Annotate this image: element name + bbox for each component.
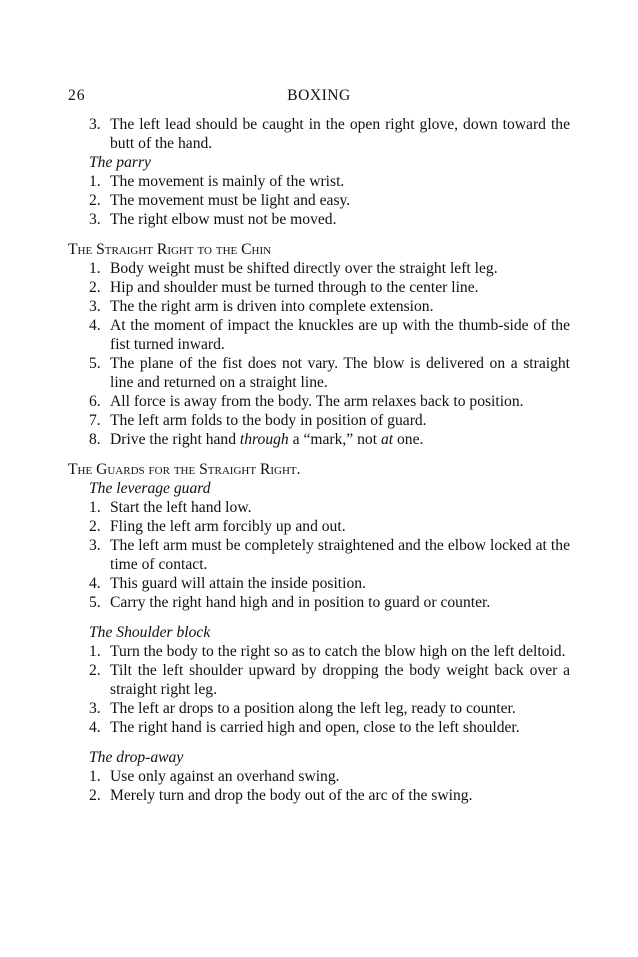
list-item xyxy=(68,699,570,718)
list-item xyxy=(68,517,570,536)
intro-list xyxy=(68,115,570,153)
item-text: Use only against an overhand swing. xyxy=(110,768,340,785)
item-number: 1. xyxy=(89,768,101,785)
section-title-guards: The Guards for the Straight Right. xyxy=(68,461,301,478)
item-text-emphasis: at xyxy=(380,431,394,448)
drop-away-list xyxy=(68,767,570,805)
item-text: Hip and shoulder must be turned through to the center line. xyxy=(110,279,479,296)
subsection-title-leverage: The leverage guard xyxy=(89,480,211,497)
list-item xyxy=(68,191,570,210)
item-number: 1. xyxy=(89,643,101,660)
item-text: The left lead should be caught in the open right glove, down toward the butt of the hand. xyxy=(110,116,570,152)
list-item xyxy=(68,172,570,191)
list-item xyxy=(68,718,570,737)
subsection-title-parry: The parry xyxy=(89,154,151,171)
item-number: 3. xyxy=(89,537,101,554)
item-number: 5. xyxy=(89,594,101,611)
item-number: 3. xyxy=(89,700,101,717)
item-text: The left arm must be completely straightened and the elbow locked at the time of contact. xyxy=(110,537,570,573)
parry-list xyxy=(68,172,570,229)
list-item xyxy=(68,536,570,574)
item-text: Merely turn and drop the body out of the arc of the swing. xyxy=(110,787,473,804)
list-item xyxy=(68,297,570,316)
item-text-part: Drive the right hand xyxy=(110,431,240,448)
section-title-straight-right: The Straight Right to the Chin xyxy=(68,241,272,258)
list-item xyxy=(68,430,570,449)
list-item xyxy=(68,354,570,392)
running-head: BOXING xyxy=(287,87,351,104)
item-number: 1. xyxy=(89,260,101,277)
item-number: 3. xyxy=(89,116,101,133)
item-text: Fling the left arm forcibly up and out. xyxy=(110,518,346,535)
page-body xyxy=(68,115,570,805)
item-number: 8. xyxy=(89,431,101,448)
item-text: The right elbow must not be moved. xyxy=(110,211,337,228)
item-text: The right hand is carried high and open, close to the left shoulder. xyxy=(110,719,520,736)
item-number: 3. xyxy=(89,211,101,228)
item-text: The movement must be light and easy. xyxy=(110,192,351,209)
item-number: 1. xyxy=(89,173,101,190)
item-number: 4. xyxy=(89,317,101,334)
item-text-part: one. xyxy=(393,431,424,448)
item-text: The plane of the fist does not vary. The blow is delivered on a straight line and returned on a straight line. xyxy=(110,355,570,391)
item-number: 2. xyxy=(89,279,101,296)
item-text: The left ar drops to a position along the left leg, ready to counter. xyxy=(110,700,516,717)
item-text: The the right arm is driven into complete extension. xyxy=(110,298,434,315)
list-item xyxy=(68,786,570,805)
item-text-part: a “mark,” not xyxy=(288,431,381,448)
page-header xyxy=(68,86,570,106)
list-item xyxy=(68,411,570,430)
subsection-title-drop-away: The drop-away xyxy=(89,749,184,766)
item-number: 1. xyxy=(89,499,101,516)
list-item xyxy=(68,593,570,612)
item-text: Tilt the left shoulder upward by dropping the body weight back over a straight right leg. xyxy=(110,662,570,698)
list-item xyxy=(68,316,570,354)
leverage-list xyxy=(68,498,570,612)
item-number: 2. xyxy=(89,518,101,535)
list-item xyxy=(68,210,570,229)
page-number: 26 xyxy=(68,87,86,104)
item-number: 3. xyxy=(89,298,101,315)
item-number: 2. xyxy=(89,192,101,209)
item-number: 2. xyxy=(89,662,101,679)
item-text: This guard will attain the inside position. xyxy=(110,575,366,592)
list-item xyxy=(68,642,570,661)
item-text: The left arm folds to the body in position of guard. xyxy=(110,412,427,429)
subsection-title-shoulder-block: The Shoulder block xyxy=(89,624,211,641)
list-item xyxy=(68,767,570,786)
item-number: 7. xyxy=(89,412,101,429)
list-item xyxy=(68,498,570,517)
item-number: 4. xyxy=(89,719,101,736)
item-text xyxy=(110,431,423,448)
item-text: All force is away from the body. The arm relaxes back to position. xyxy=(110,393,524,410)
list-item xyxy=(68,661,570,699)
item-text: Start the left hand low. xyxy=(110,499,252,516)
list-item xyxy=(68,278,570,297)
item-number: 5. xyxy=(89,355,101,372)
item-text: Turn the body to the right so as to catch the blow high on the left deltoid. xyxy=(110,643,566,660)
shoulder-block-list xyxy=(68,642,570,737)
list-item xyxy=(68,259,570,278)
item-text-emphasis: through xyxy=(239,431,289,448)
list-item xyxy=(68,574,570,593)
item-text: The movement is mainly of the wrist. xyxy=(110,173,345,190)
item-number: 4. xyxy=(89,575,101,592)
list-item xyxy=(68,392,570,411)
item-text: At the moment of impact the knuckles are up with the thumb-side of the fist turned inward. xyxy=(110,317,570,353)
item-number: 6. xyxy=(89,393,101,410)
item-text: Body weight must be shifted directly over the straight left leg. xyxy=(110,260,498,277)
item-number: 2. xyxy=(89,787,101,804)
straight-right-list xyxy=(68,259,570,449)
item-text: Carry the right hand high and in position to guard or counter. xyxy=(110,594,491,611)
list-item xyxy=(68,115,570,153)
